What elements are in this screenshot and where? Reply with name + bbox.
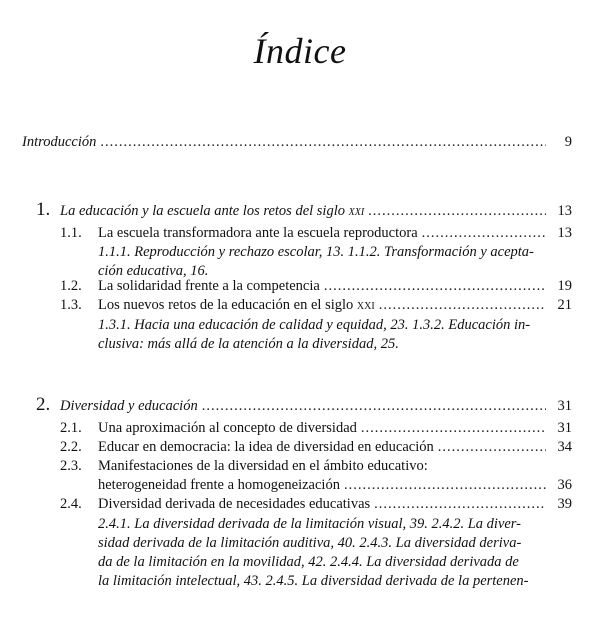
leader-dots <box>324 278 546 295</box>
section-title: La solidaridad frente a la competencia <box>98 278 320 294</box>
toc-section-1-1[interactable] <box>60 225 572 242</box>
section-number: 2.3. <box>60 458 82 474</box>
subsection-line: 1.3.1. Hacia una educación de calidad y equidad, 23. 1.3.2. Educación in- <box>98 317 531 333</box>
toc-section-1-3[interactable] <box>60 297 572 314</box>
section-title: Los nuevos retos de la educación en el siglo xxi <box>98 297 375 313</box>
entry-page: 31 <box>557 420 572 436</box>
toc-section-2-2[interactable] <box>60 439 572 456</box>
section-title: La escuela transformadora ante la escuela reproductora <box>98 225 418 241</box>
section-number: 1.1. <box>60 225 82 241</box>
leader-dots <box>438 439 546 456</box>
subsection-line: sidad derivada de la limitación auditiva, 40. 2.4.3. La diversidad deriva- <box>98 535 522 551</box>
entry-title: Introducción <box>22 134 97 150</box>
leader-dots <box>202 398 546 415</box>
subsection-line: 1.1.1. Reproducción y rechazo escolar, 13. 1.1.2. Transformación y acepta- <box>98 244 534 260</box>
subsection-line: 2.4.1. La diversidad derivada de la limitación visual, 39. 2.4.2. La diver- <box>98 516 521 532</box>
entry-page: 13 <box>557 225 572 241</box>
leader-dots <box>344 477 546 494</box>
leader-dots <box>374 496 546 513</box>
chapter-title: La educación y la escuela ante los retos del siglo xxi <box>60 203 365 219</box>
entry-page: 19 <box>557 278 572 294</box>
subsection-line: clusiva: más allá de la atención a la diversidad, 25. <box>98 336 399 352</box>
chapter-number: 1. <box>36 199 51 220</box>
entry-page: 39 <box>557 496 572 512</box>
entry-page: 31 <box>557 398 572 414</box>
subsection-list-2-4 <box>98 515 552 591</box>
toc-section-2-3-continued[interactable] <box>98 477 572 494</box>
subsection-line: ción educativa, 16. <box>98 263 209 279</box>
toc-section-2-4[interactable] <box>60 496 572 513</box>
section-title: Manifestaciones de la diversidad en el ámbito educativo: <box>98 458 428 474</box>
section-number: 1.2. <box>60 278 82 294</box>
toc-section-2-3[interactable] <box>60 458 572 475</box>
toc-chapter-1[interactable] <box>36 199 572 221</box>
toc-chapter-2[interactable] <box>36 394 572 416</box>
section-title: Educar en democracia: la idea de diversidad en educación <box>98 439 434 455</box>
section-title: Diversidad derivada de necesidades educativas <box>98 496 371 512</box>
leader-dots <box>379 297 546 314</box>
leader-dots <box>368 203 546 220</box>
subsection-line: la limitación intelectual, 43. 2.4.5. La diversidad derivada de la pertenen- <box>98 573 529 589</box>
chapter-number: 2. <box>36 394 51 415</box>
entry-page: 36 <box>557 477 572 493</box>
section-title-continued: heterogeneidad frente a homogeneización <box>98 477 340 493</box>
section-number: 2.1. <box>60 420 82 436</box>
section-number: 1.3. <box>60 297 82 313</box>
entry-page: 13 <box>557 203 572 219</box>
chapter-title: Diversidad y educación <box>60 398 198 414</box>
toc-section-1-2[interactable] <box>60 278 572 295</box>
subsection-list-1-3 <box>98 316 552 354</box>
entry-page: 21 <box>557 297 572 313</box>
page-title: Índice <box>253 31 347 71</box>
section-number: 2.4. <box>60 496 82 512</box>
toc-entry-introduccion[interactable] <box>22 134 572 151</box>
toc-section-2-1[interactable] <box>60 420 572 437</box>
entry-page: 9 <box>564 134 572 150</box>
leader-dots <box>422 225 546 242</box>
leader-dots <box>100 134 546 151</box>
entry-page: 34 <box>557 439 572 455</box>
section-title: Una aproximación al concepto de diversidad <box>98 420 357 436</box>
subsection-list-1-1 <box>98 243 552 281</box>
subsection-line: da de la limitación en la movilidad, 42. 2.4.4. La diversidad derivada de <box>98 554 519 570</box>
leader-dots <box>361 420 546 437</box>
section-number: 2.2. <box>60 439 82 455</box>
